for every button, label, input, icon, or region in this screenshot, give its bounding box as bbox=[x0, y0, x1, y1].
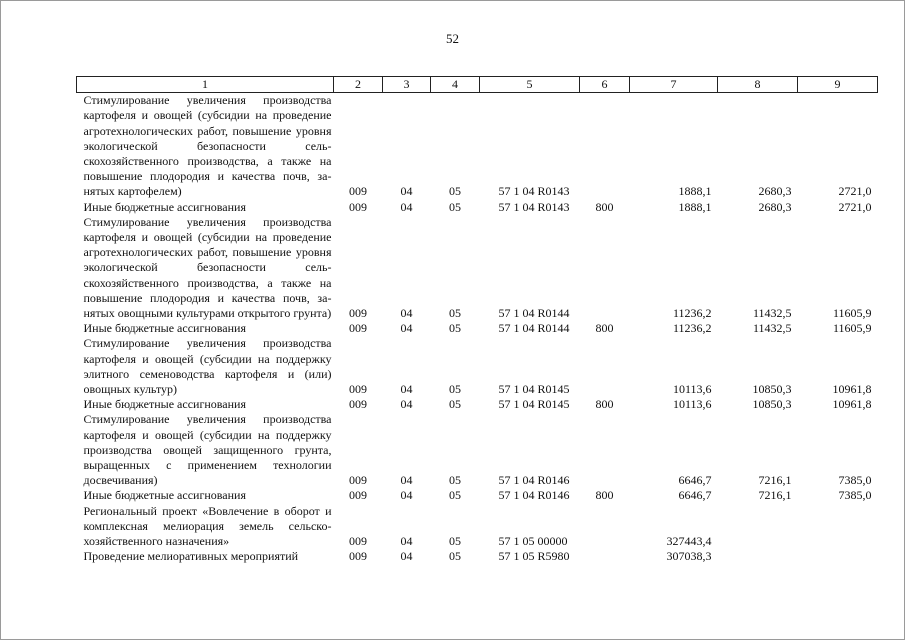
cell-ministry: 009 bbox=[349, 549, 367, 564]
cell-subsection: 05 bbox=[449, 397, 461, 412]
column-number-row bbox=[77, 77, 878, 93]
cell-target-article: 57 1 04 R0146 bbox=[498, 488, 570, 503]
column-header-9: 9 bbox=[798, 77, 878, 93]
table-row bbox=[77, 336, 878, 397]
cell-subsection: 05 bbox=[449, 549, 461, 564]
table-row bbox=[77, 93, 878, 200]
cell-target-article: 57 1 04 R0144 bbox=[498, 306, 570, 321]
cell-target-article: 57 1 04 R0146 bbox=[498, 473, 570, 488]
cell-amount-col7: 327443,4 bbox=[666, 534, 712, 549]
cell-section: 04 bbox=[400, 397, 413, 412]
cell-ministry: 009 bbox=[349, 321, 367, 336]
cell-expense-type: 800 bbox=[595, 397, 614, 412]
cell-amount-col8: 11432,5 bbox=[752, 321, 792, 336]
column-header-5: 5 bbox=[480, 77, 580, 93]
cell-amount-col9: 10961,8 bbox=[832, 397, 872, 412]
cell-expense-type bbox=[580, 93, 630, 200]
cell-subsection: 05 bbox=[449, 488, 461, 503]
column-header-4: 4 bbox=[431, 77, 480, 93]
cell-amount-col7: 11236,2 bbox=[672, 321, 712, 336]
cell-amount-col9: 10961,8 bbox=[832, 382, 872, 397]
cell-expense-type bbox=[580, 504, 630, 550]
cell-ministry: 009 bbox=[349, 488, 367, 503]
budget-table bbox=[76, 76, 878, 565]
table-row bbox=[77, 488, 878, 503]
cell-ministry: 009 bbox=[349, 382, 367, 397]
cell-amount-col8: 2680,3 bbox=[758, 184, 792, 199]
cell-amount-col8: 10850,3 bbox=[752, 382, 792, 397]
column-header-2: 2 bbox=[334, 77, 383, 93]
cell-expense-type bbox=[580, 412, 630, 488]
row-description: Стимулирование увеличения производства картофеля и овощей (субсидии на поддержку элитного семеноводства картофеля и (или) овощных культур) bbox=[83, 336, 332, 397]
table-row bbox=[77, 397, 878, 412]
table-row bbox=[77, 549, 878, 564]
cell-section: 04 bbox=[400, 321, 413, 336]
page-number: 52 bbox=[446, 31, 459, 46]
cell-amount-col8: 10850,3 bbox=[752, 397, 792, 412]
cell-amount-col8: 2680,3 bbox=[758, 199, 792, 214]
cell-amount-col8: 11432,5 bbox=[752, 306, 792, 321]
column-header-7: 7 bbox=[630, 77, 718, 93]
table-row bbox=[77, 200, 878, 215]
cell-amount-col9 bbox=[798, 549, 878, 564]
cell-target-article: 57 1 05 00000 bbox=[498, 534, 568, 549]
cell-section: 04 bbox=[400, 382, 413, 397]
row-description: Проведение мелиоративных мероприятий bbox=[83, 549, 299, 564]
cell-amount-col9: 11605,9 bbox=[832, 306, 872, 321]
cell-section: 04 bbox=[400, 199, 413, 214]
column-header-3: 3 bbox=[383, 77, 431, 93]
table-row bbox=[77, 504, 878, 550]
cell-subsection: 05 bbox=[449, 306, 461, 321]
cell-expense-type: 800 bbox=[595, 488, 614, 503]
cell-section: 04 bbox=[400, 473, 413, 488]
table-row bbox=[77, 412, 878, 488]
row-description: Иные бюджетные ассигнования bbox=[83, 321, 246, 336]
cell-section: 04 bbox=[400, 184, 413, 199]
cell-subsection: 05 bbox=[449, 382, 461, 397]
column-header-6: 6 bbox=[580, 77, 630, 93]
cell-target-article: 57 1 04 R0143 bbox=[498, 184, 570, 199]
cell-amount-col9: 2721,0 bbox=[838, 184, 872, 199]
cell-ministry: 009 bbox=[349, 534, 367, 549]
row-description: Иные бюджетные ассигнования bbox=[83, 199, 246, 214]
cell-expense-type bbox=[580, 215, 630, 321]
cell-expense-type bbox=[580, 549, 630, 564]
row-description: Иные бюджетные ассигнования bbox=[83, 488, 246, 503]
cell-amount-col8 bbox=[718, 504, 798, 550]
row-description: Стимулирование увеличения производства картофеля и овощей (субсидии на проведение агротехнологических работ, повышение уровня экологической безопасности сельскохозяйственного производства, а также на повышение плодородия и качества почв, занятых овощными культурами открытого грунта) bbox=[83, 214, 332, 321]
cell-expense-type: 800 bbox=[595, 199, 614, 214]
cell-expense-type bbox=[580, 336, 630, 397]
cell-subsection: 05 bbox=[449, 184, 461, 199]
cell-amount-col9: 7385,0 bbox=[838, 473, 872, 488]
cell-amount-col8: 7216,1 bbox=[758, 473, 792, 488]
cell-section: 04 bbox=[400, 306, 413, 321]
cell-target-article: 57 1 04 R0145 bbox=[498, 382, 570, 397]
cell-amount-col9 bbox=[798, 504, 878, 550]
cell-amount-col8: 7216,1 bbox=[758, 488, 792, 503]
cell-target-article: 57 1 04 R0143 bbox=[498, 199, 570, 214]
cell-amount-col7: 307038,3 bbox=[666, 549, 712, 564]
cell-amount-col7: 6646,7 bbox=[678, 473, 712, 488]
cell-amount-col7: 10113,6 bbox=[672, 397, 712, 412]
row-description: Региональный проект «Вовлечение в оборот и комплексная мелиорация земель сельскохозяйственного назначения» bbox=[83, 503, 332, 549]
cell-amount-col9: 11605,9 bbox=[832, 321, 872, 336]
cell-amount-col9: 7385,0 bbox=[838, 488, 872, 503]
cell-ministry: 009 bbox=[349, 473, 367, 488]
cell-amount-col7: 11236,2 bbox=[672, 306, 712, 321]
cell-amount-col9: 2721,0 bbox=[838, 199, 872, 214]
cell-target-article: 57 1 04 R0145 bbox=[498, 397, 570, 412]
row-description: Стимулирование увеличения производства картофеля и овощей (субсидии на проведение агротехнологических работ, повышение уровня экологической безопасности сельскохозяйственного производства, а также на повышение плодородия и качества почв, занятых картофелем) bbox=[83, 93, 332, 199]
cell-target-article: 57 1 04 R0144 bbox=[498, 321, 570, 336]
cell-ministry: 009 bbox=[349, 397, 367, 412]
table-row bbox=[77, 321, 878, 336]
row-description: Иные бюджетные ассигнования bbox=[83, 397, 246, 412]
table-row bbox=[77, 215, 878, 321]
cell-section: 04 bbox=[400, 534, 413, 549]
cell-subsection: 05 bbox=[449, 321, 461, 336]
cell-section: 04 bbox=[400, 488, 413, 503]
cell-target-article: 57 1 05 R5980 bbox=[498, 549, 570, 564]
cell-amount-col7: 10113,6 bbox=[672, 382, 712, 397]
cell-subsection: 05 bbox=[449, 534, 461, 549]
column-header-1: 1 bbox=[77, 77, 334, 93]
row-description: Стимулирование увеличения производства картофеля и овощей (субсидии на поддержку производства овощей защищенного грунта, выращенных с применением технологии досвечивания) bbox=[83, 412, 332, 488]
cell-amount-col8 bbox=[718, 549, 798, 564]
cell-amount-col7: 1888,1 bbox=[678, 184, 712, 199]
cell-ministry: 009 bbox=[349, 199, 367, 214]
cell-ministry: 009 bbox=[349, 306, 367, 321]
cell-amount-col7: 1888,1 bbox=[678, 199, 712, 214]
cell-subsection: 05 bbox=[449, 473, 461, 488]
column-header-8: 8 bbox=[718, 77, 798, 93]
cell-subsection: 05 bbox=[449, 199, 461, 214]
cell-section: 04 bbox=[400, 549, 413, 564]
cell-amount-col7: 6646,7 bbox=[678, 488, 712, 503]
cell-expense-type: 800 bbox=[595, 321, 614, 336]
cell-ministry: 009 bbox=[349, 184, 367, 199]
